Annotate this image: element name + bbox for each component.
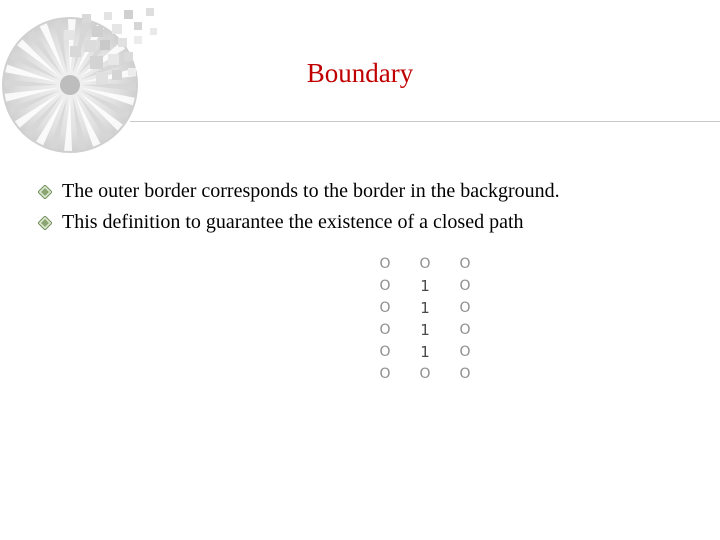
matrix-cell: O — [379, 344, 391, 360]
matrix-cell: O — [379, 256, 391, 272]
matrix-cell: O — [459, 278, 471, 294]
matrix-cell: O — [379, 322, 391, 338]
mosaic-square — [146, 8, 154, 16]
mosaic-square — [108, 54, 119, 65]
matrix-cell: 1 — [420, 277, 430, 295]
bullet-list — [38, 176, 560, 238]
mosaic-square — [104, 12, 112, 20]
matrix-cell: O — [459, 344, 471, 360]
mosaic-square — [70, 46, 81, 57]
mosaic-square — [124, 10, 133, 19]
mosaic-square — [90, 56, 103, 69]
bullet-text: This definition to guarantee the existence of a closed path — [62, 211, 524, 233]
matrix-cell: 1 — [420, 299, 430, 317]
matrix-cell: O — [459, 366, 471, 382]
bullet-item — [38, 207, 560, 238]
diamond-bullet-icon — [38, 185, 52, 199]
matrix-cell: O — [459, 322, 471, 338]
mosaic-square — [96, 72, 108, 84]
matrix-cell: 1 — [420, 321, 430, 339]
title-divider — [130, 121, 720, 122]
slide-title: Boundary — [306, 58, 414, 88]
mosaic-square — [64, 30, 74, 40]
matrix-cell: O — [419, 366, 431, 382]
matrix-cell: O — [459, 300, 471, 316]
mosaic-square — [82, 14, 91, 23]
mosaic-square — [84, 40, 96, 52]
mosaic-square — [150, 28, 157, 35]
bullet-item — [38, 176, 560, 207]
mosaic-square — [112, 70, 122, 80]
mosaic-square — [118, 38, 127, 47]
bullet-text: The outer border corresponds to the border in the background. — [62, 180, 560, 202]
binary-matrix — [365, 253, 485, 385]
matrix-cell: O — [459, 256, 471, 272]
mosaic-square — [112, 24, 122, 34]
matrix-cell: O — [379, 278, 391, 294]
mosaic-square — [134, 22, 142, 30]
mosaic-square — [124, 52, 133, 61]
matrix-cell: 1 — [420, 343, 430, 361]
matrix-cell: O — [419, 256, 431, 272]
diamond-bullet-icon — [38, 216, 52, 230]
mosaic-square — [128, 68, 136, 76]
mosaic-square — [100, 40, 110, 50]
mosaic-square — [92, 26, 103, 37]
mosaic-square — [134, 36, 142, 44]
matrix-cell: O — [379, 300, 391, 316]
matrix-cell: O — [379, 366, 391, 382]
